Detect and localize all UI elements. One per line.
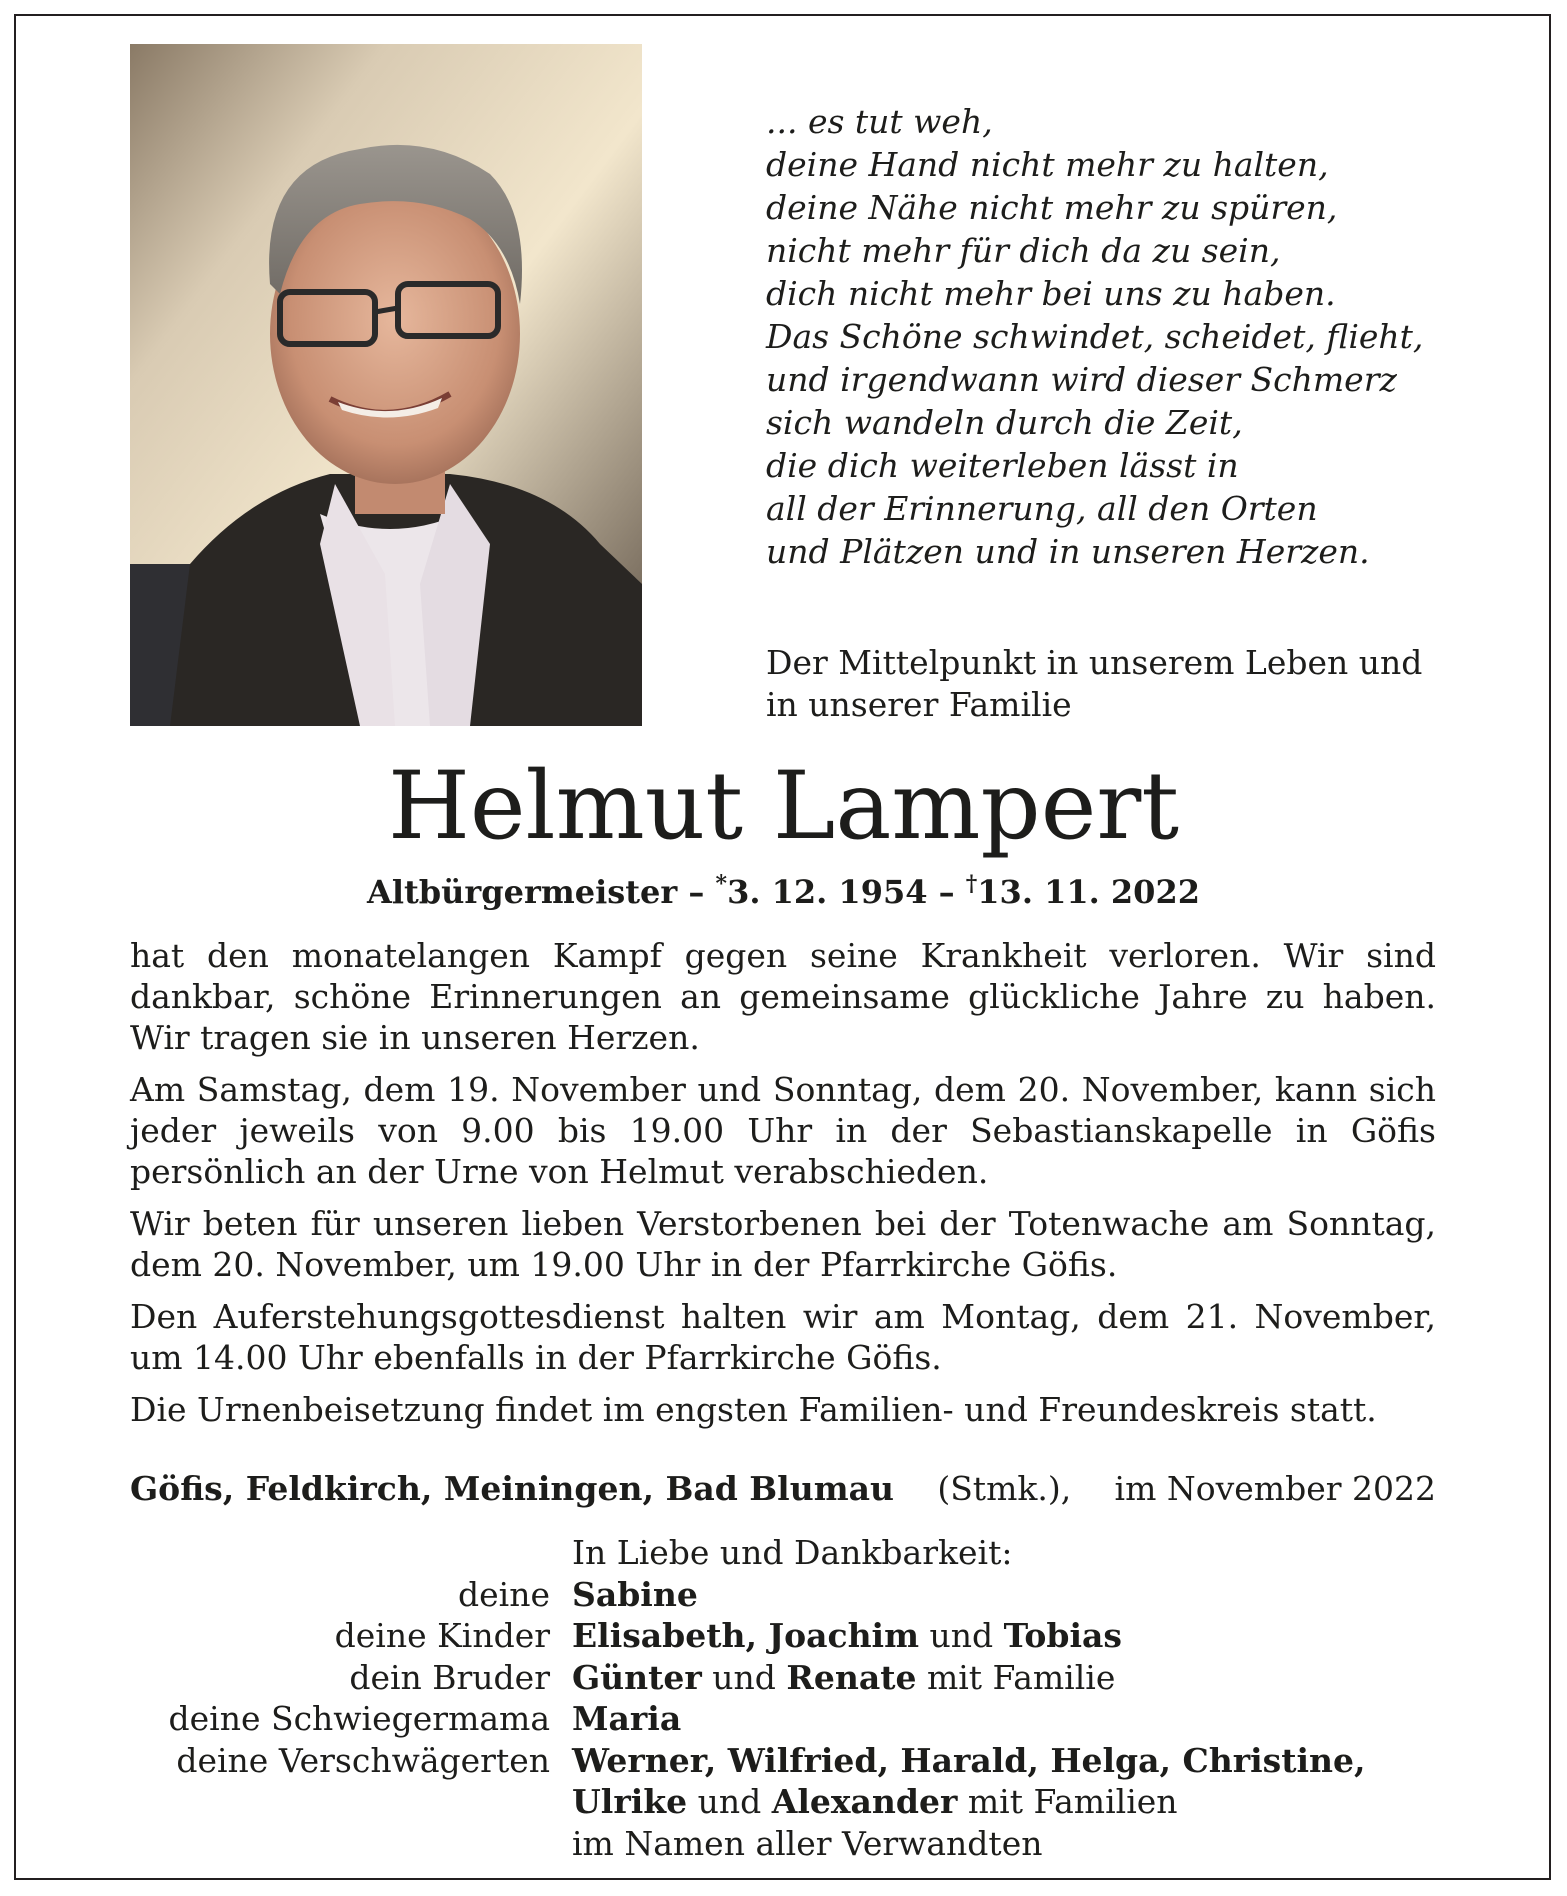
family-relation [130, 1781, 572, 1823]
death-cross-icon: † [965, 871, 978, 897]
family-connector: mit Familie [916, 1657, 1116, 1697]
death-date: 13. 11. 2022 [977, 873, 1200, 911]
paragraph: Den Auferstehungsgottesdienst halten wir am Montag, dem 21. November, um 14.00 Uhr ebenfalls in der Pfarrkirche Göfis. [130, 1297, 1436, 1377]
family-name: Alexander [771, 1782, 958, 1821]
family-relation: deine [458, 1574, 550, 1614]
family-connector: und [919, 1616, 1004, 1655]
family-names [572, 1823, 1436, 1865]
family-relation: deine Schwiegermama [168, 1699, 550, 1738]
family-relation: deine Kinder [334, 1616, 550, 1655]
separator: – [688, 873, 705, 911]
family-names [572, 1615, 1436, 1657]
family-relation: deine Verschwägerten [176, 1740, 550, 1780]
family-connector: und [687, 1782, 772, 1821]
poem-line: nicht mehr für dich da zu sein, [766, 231, 1281, 270]
intro-line: Der Mittelpunkt in unserem Leben und [766, 643, 1423, 682]
family-row [130, 1574, 1436, 1616]
family-name: Elisabeth, Joachim [572, 1616, 920, 1655]
poem-line: die dich weiterleben lässt in [766, 446, 1239, 485]
family-row [130, 1740, 1436, 1782]
family-row [130, 1615, 1436, 1657]
poem-line: und Plätzen und in unseren Herzen. [766, 532, 1370, 571]
paragraph: Am Samstag, dem 19. November und Sonntag, dem 20. November, kann sich jeder jeweils von 9.00 bis 19.00 Uhr in der Sebastianskapelle in Göfis persönlich an der Urne von Helmut verabschieden. [130, 1070, 1436, 1191]
places-line [130, 1468, 1436, 1510]
family-row [130, 1823, 1436, 1865]
family-name: Günter [572, 1657, 702, 1697]
family-names [572, 1574, 1436, 1616]
places-towns: Göfis, Feldkirch, Meiningen, Bad Blumau [130, 1469, 894, 1508]
family-row [130, 1657, 1436, 1699]
family-name: Werner, Wilfried, Harald, Helga, Christine, [572, 1740, 1366, 1780]
family-relation [130, 1823, 572, 1865]
deceased-title: Altbürgermeister [367, 873, 678, 911]
family-row [130, 1781, 1436, 1823]
family-names [572, 1781, 1436, 1823]
family-connector: mit Familien [957, 1782, 1178, 1821]
intro-text [766, 642, 1422, 726]
poem-line: sich wandeln durch die Zeit, [766, 403, 1243, 442]
birth-symbol: * [715, 871, 728, 897]
poem-line: deine Nähe nicht mehr zu spüren, [766, 188, 1338, 227]
poem [766, 100, 1423, 573]
family-names [572, 1698, 1436, 1740]
paragraph: Die Urnenbeisetzung findet im engsten Familien- und Freundeskreis statt. [130, 1390, 1377, 1429]
deceased-dates [0, 870, 1567, 914]
birth-date: 3. 12. 1954 [727, 873, 928, 911]
portrait-photo [130, 44, 642, 726]
poem-line: dich nicht mehr bei uns zu haben. [766, 274, 1336, 313]
family-name: Tobias [1003, 1616, 1122, 1655]
paragraph: hat den monatelangen Kampf gegen seine Krankheit verloren. Wir sind dankbar, schöne Erinnerungen an gemeinsame glückliche Jahre zu haben. Wir tragen sie in unseren Herzen. [130, 936, 1436, 1057]
poem-line: ... es tut weh, [766, 102, 993, 141]
obituary-body [130, 935, 1436, 1441]
poem-line: deine Hand nicht mehr zu halten, [766, 145, 1329, 184]
family-name: Renate [786, 1657, 917, 1697]
places-date: im November 2022 [1114, 1469, 1436, 1508]
poem-line: all der Erinnerung, all den Orten [766, 489, 1318, 528]
intro-line: in unserer Familie [766, 685, 1072, 724]
paragraph: Wir beten für unseren lieben Verstorbenen bei der Totenwache am Sonntag, dem 20. November, um 19.00 Uhr in der Pfarrkirche Göfis. [130, 1204, 1436, 1284]
places-region: (Stmk.), [937, 1469, 1072, 1508]
family-row [130, 1698, 1436, 1740]
family-relation: dein Bruder [349, 1657, 550, 1697]
family-heading-row [130, 1532, 1436, 1574]
family-name: Ulrike [572, 1782, 688, 1821]
family-list [130, 1532, 1436, 1864]
separator: – [938, 873, 955, 911]
deceased-name: Helmut Lampert [387, 752, 1180, 861]
family-connector: im Namen aller Verwandten [572, 1823, 1043, 1863]
family-connector: und [701, 1657, 787, 1697]
family-names [572, 1657, 1436, 1699]
family-name: Maria [572, 1699, 682, 1738]
family-heading: In Liebe und Dankbarkeit: [572, 1533, 1013, 1572]
family-name: Sabine [572, 1574, 698, 1614]
family-names [572, 1740, 1436, 1782]
poem-line: und irgendwann wird dieser Schmerz [766, 360, 1397, 399]
poem-line: Das Schöne schwindet, scheidet, flieht, [766, 317, 1424, 356]
